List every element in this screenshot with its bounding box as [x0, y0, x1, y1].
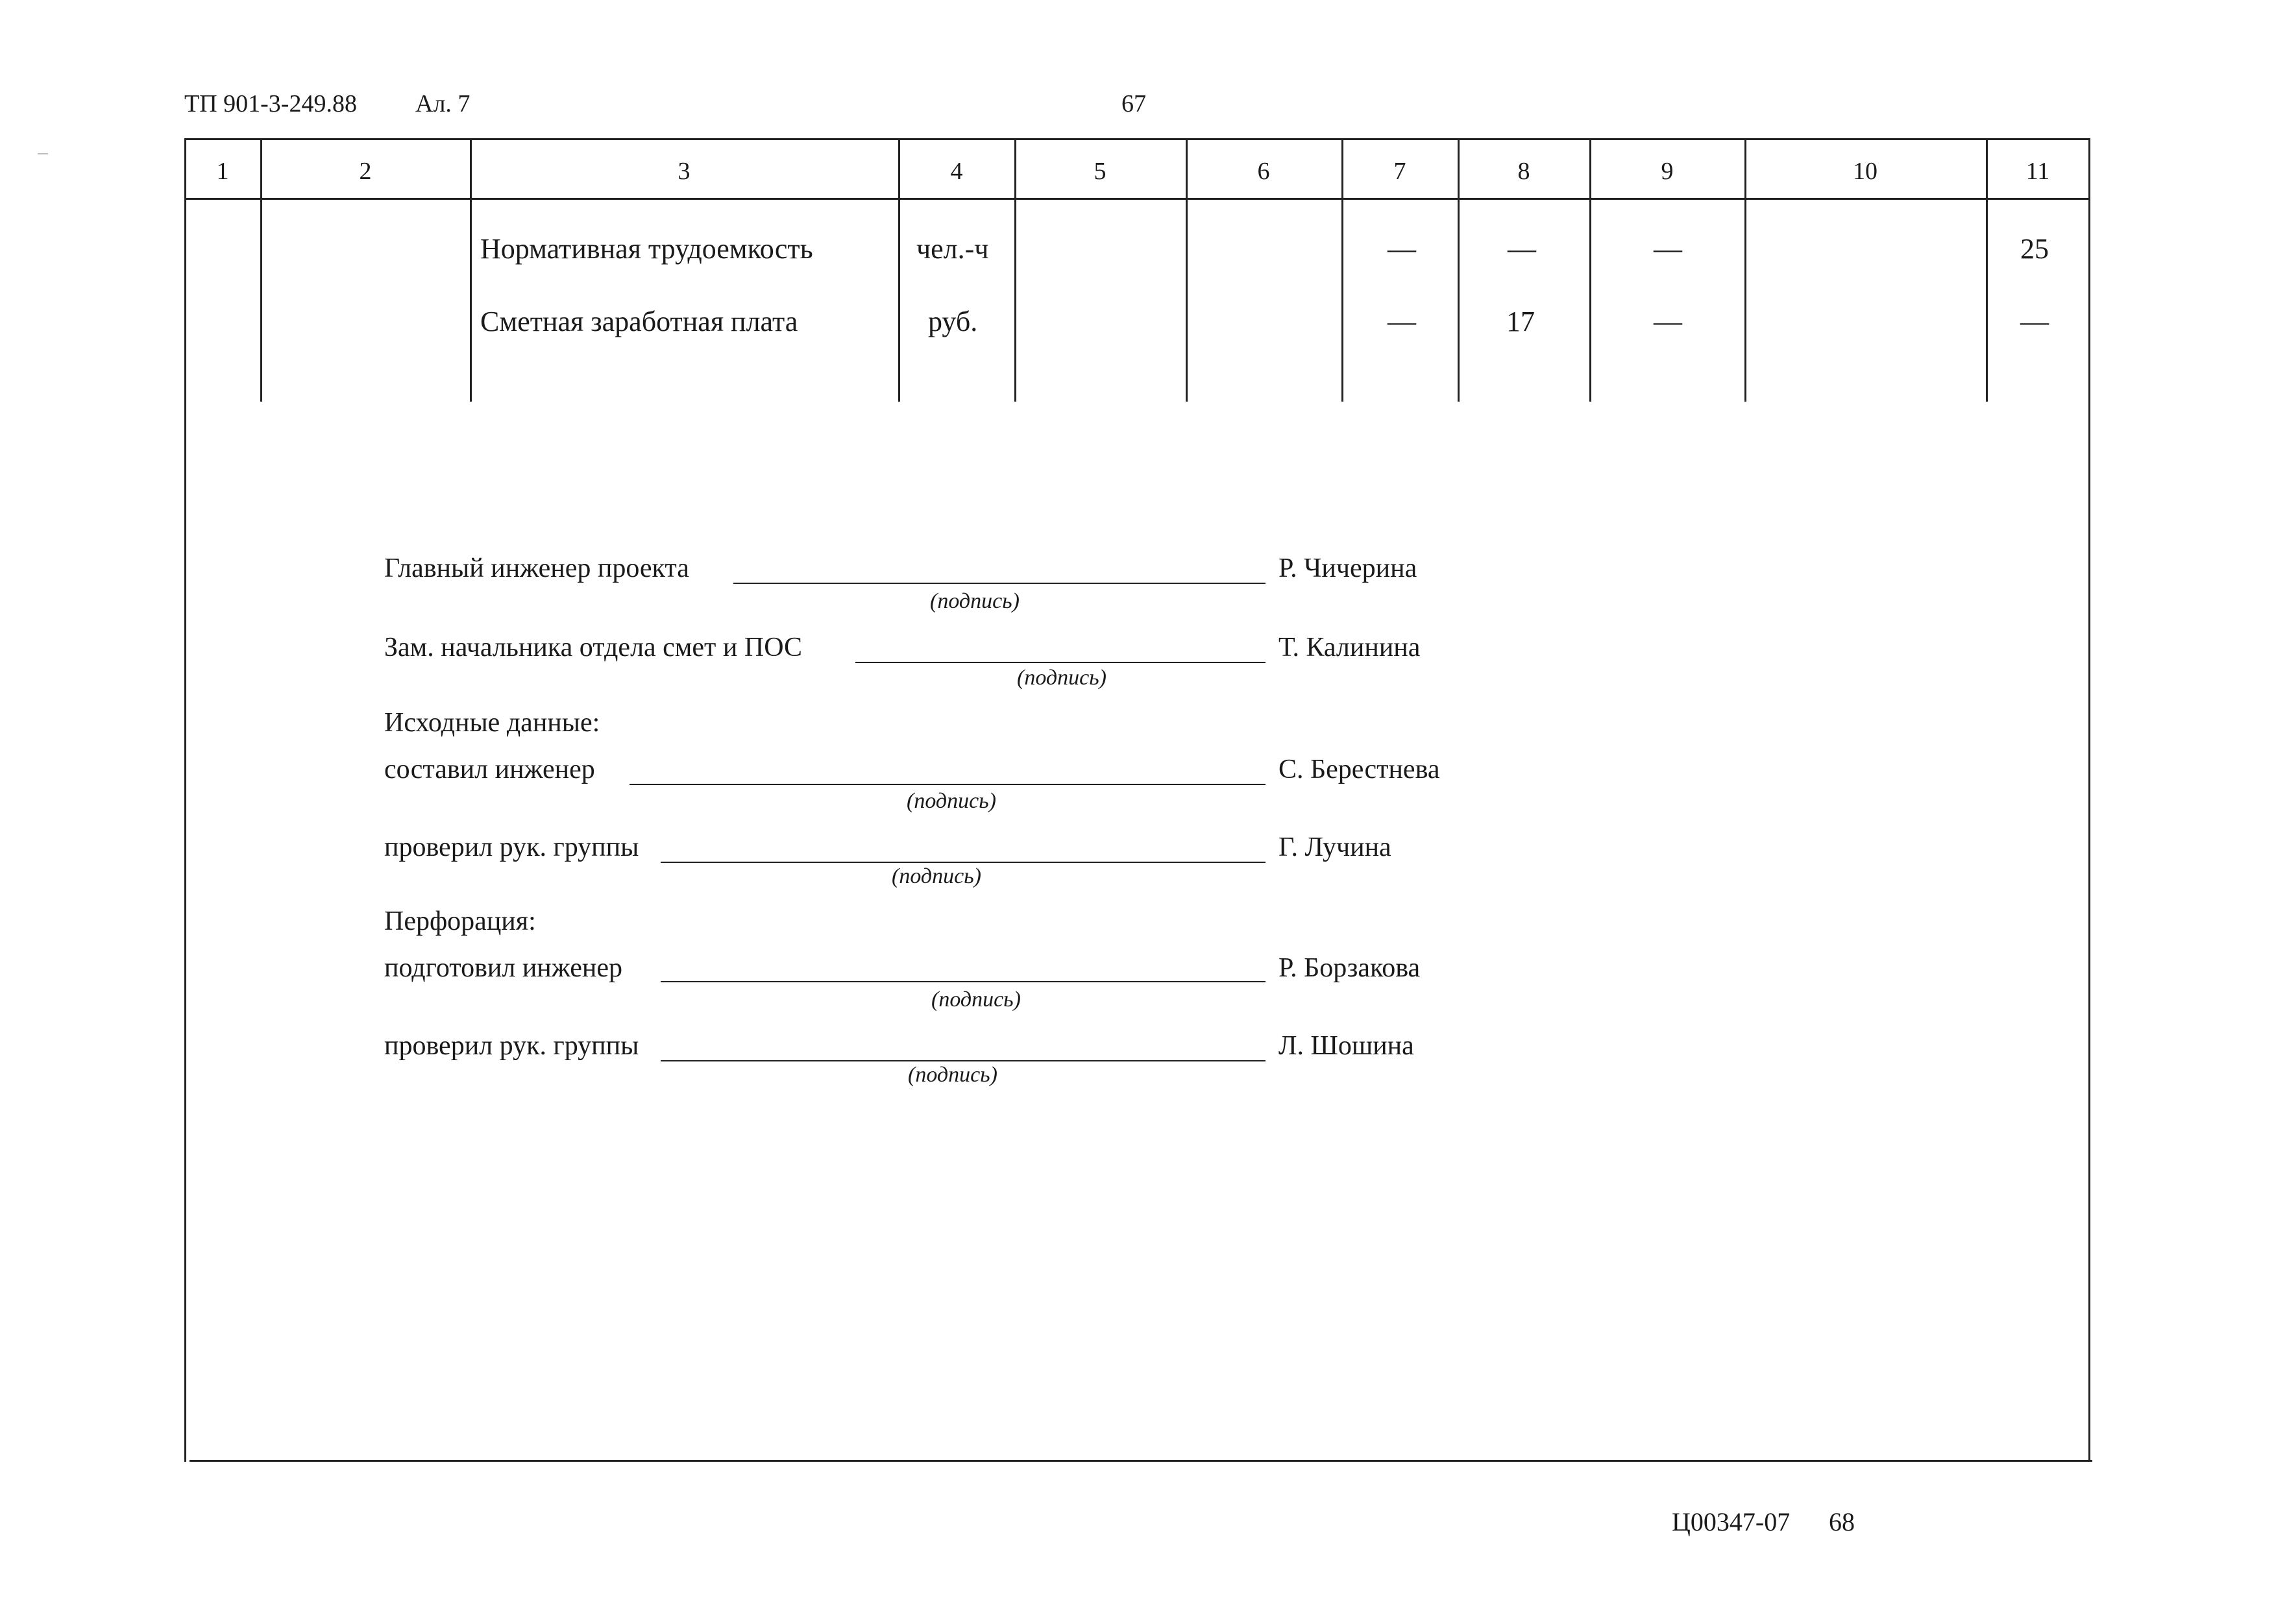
column-number: 8 — [1517, 158, 1530, 185]
signature-caption: (подпись) — [908, 1063, 997, 1087]
checked-by-1-name: Г. Лучина — [1278, 832, 1391, 862]
signature-caption: (подпись) — [892, 864, 981, 888]
col-separator — [1744, 138, 1746, 402]
col-separator — [1589, 138, 1591, 402]
signature-line — [733, 583, 1266, 584]
compiled-by-name: С. Берестнева — [1278, 755, 1440, 784]
signature-line — [661, 1060, 1266, 1061]
perforation-heading: Перфорация: — [384, 906, 536, 936]
column-number: 6 — [1257, 158, 1270, 185]
signature-line — [630, 784, 1266, 785]
column-number: 10 — [1853, 158, 1877, 185]
footer-code: Ц00347-07 — [1672, 1507, 1791, 1536]
checked-by-1-role: проверил рук. группы — [384, 832, 639, 862]
prepared-by-role: подготовил инженер — [384, 953, 623, 983]
signature-line — [661, 981, 1266, 982]
col-separator — [1014, 138, 1016, 402]
album-label: Ал. 7 — [415, 90, 471, 117]
column-number: 7 — [1393, 158, 1406, 185]
row-col9: — — [1654, 233, 1682, 265]
scan-artifact — [38, 153, 48, 154]
column-number: 9 — [1661, 158, 1674, 185]
col-separator — [260, 138, 262, 402]
signature-line — [661, 862, 1266, 863]
row-unit: чел.-ч — [916, 233, 989, 265]
row-col7: — — [1388, 306, 1416, 337]
row-col11: — — [2020, 306, 2049, 337]
deputy-head-role: Зам. начальника отдела смет и ПОС — [384, 633, 803, 662]
col-separator — [898, 138, 900, 402]
checked-by-2-role: проверил рук. группы — [384, 1031, 639, 1061]
deputy-head-name: Т. Калинина — [1278, 633, 1421, 662]
row-col9: — — [1654, 306, 1682, 337]
row-name: Сметная заработная плата — [480, 306, 798, 337]
col-separator — [470, 138, 472, 402]
compiled-by-role: составил инженер — [384, 755, 595, 784]
frame-left-border — [184, 138, 186, 1462]
source-data-heading: Исходные данные: — [384, 708, 600, 738]
frame-bottom-border — [190, 1460, 2092, 1462]
signature-caption: (подпись) — [907, 789, 996, 813]
footer-sheet-number: 68 — [1829, 1507, 1855, 1536]
column-number: 4 — [950, 158, 963, 185]
prepared-by-name: Р. Борзакова — [1278, 953, 1421, 983]
frame-right-border — [2088, 138, 2090, 1462]
row-col8: 17 — [1506, 306, 1535, 337]
col-separator — [1186, 138, 1188, 402]
row-col11: 25 — [2020, 233, 2049, 265]
signature-line — [855, 662, 1266, 663]
column-number: 11 — [2025, 158, 2050, 185]
col-separator — [1458, 138, 1460, 402]
row-col7: — — [1388, 233, 1416, 265]
row-unit: руб. — [928, 306, 978, 337]
row-name: Нормативная трудоемкость — [480, 233, 813, 265]
signature-caption: (подпись) — [930, 589, 1020, 613]
doc-code: ТП 901-3-249.88 — [184, 90, 357, 117]
col-separator — [1986, 138, 1988, 402]
signature-caption: (подпись) — [1017, 666, 1107, 690]
column-number: 3 — [678, 158, 691, 185]
column-number: 2 — [359, 158, 372, 185]
row-col8: — — [1508, 233, 1536, 265]
column-number: 1 — [216, 158, 229, 185]
page-number: 67 — [1121, 90, 1146, 117]
chief-engineer-role: Главный инженер проекта — [384, 553, 689, 583]
checked-by-2-name: Л. Шошина — [1278, 1031, 1414, 1061]
col-separator — [1341, 138, 1343, 402]
chief-engineer-name: Р. Чичерина — [1278, 553, 1417, 583]
signature-caption: (подпись) — [931, 988, 1021, 1012]
column-number: 5 — [1094, 158, 1107, 185]
